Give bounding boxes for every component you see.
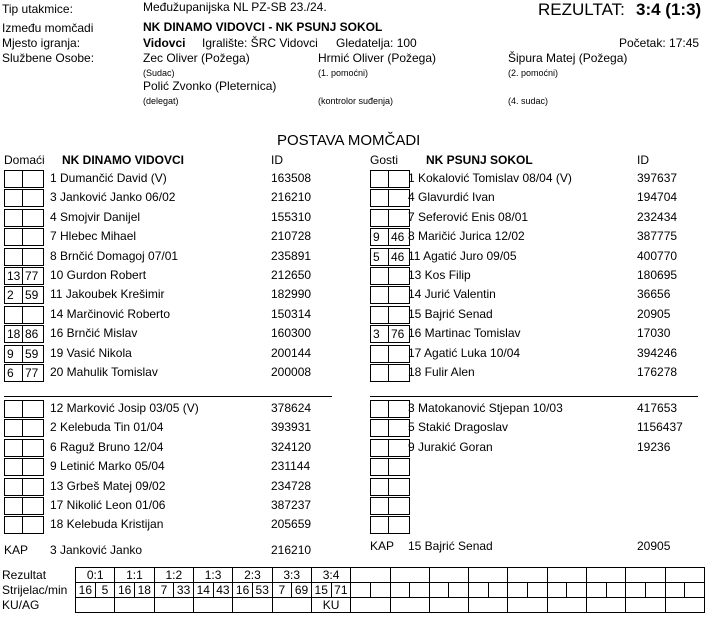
sub-minute-box — [23, 306, 44, 324]
score-cell — [665, 568, 704, 583]
scorer-cell: 16 — [76, 583, 96, 598]
sub-minute-box — [370, 364, 389, 382]
sub-minute-box — [4, 209, 23, 227]
player-name: 1 Kokalović Tomislav 08/04 (V) — [408, 171, 572, 185]
kuag-cell — [665, 598, 704, 613]
scorer-cell: 18 — [134, 583, 154, 598]
sub-minute-box — [4, 497, 23, 515]
scorer-cell — [370, 583, 390, 598]
player-id: 387237 — [271, 498, 312, 512]
kickoff-info: Početak: 17:45 — [619, 36, 700, 50]
scorer-cell — [547, 583, 567, 598]
score-cell — [351, 568, 390, 583]
away-captain-id: 20905 — [637, 539, 671, 553]
player-name: 8 Maričić Jurica 12/02 — [408, 229, 525, 244]
sub-minute-box — [370, 286, 389, 304]
teams-value: NK DINAMO VIDOVCI - NK PSUNJ SOKOL — [143, 20, 383, 34]
player-name: 2 Kelebuda Tin 01/04 — [50, 420, 164, 435]
scorer-row — [76, 583, 705, 598]
player-name: 20 Mahulik Tomislav — [50, 365, 158, 379]
sub-minute-box — [389, 516, 410, 534]
player-id: 163508 — [271, 171, 312, 185]
sub-minute-box — [389, 306, 410, 324]
scorer-cell — [410, 583, 430, 598]
scorer-cell: 15 — [311, 583, 331, 598]
teams-label: Između momčadi — [2, 21, 94, 35]
official-role: (2. pomoćni) — [508, 68, 559, 78]
score-cell: 1:1 — [115, 568, 154, 583]
scorer-cell — [429, 583, 449, 598]
sub-minute-box: 86 — [23, 325, 44, 343]
sub-minute-box — [23, 439, 44, 457]
player-id: 235891 — [271, 248, 312, 263]
score-row — [76, 568, 705, 583]
sub-minute-box: 5 — [370, 248, 389, 266]
scorer-cell: 71 — [331, 583, 351, 598]
sub-minute-box — [370, 458, 389, 476]
scorer-cell — [685, 583, 705, 598]
scorer-cell — [449, 583, 469, 598]
player-id: 231144 — [271, 459, 311, 474]
sub-minute-box — [4, 228, 23, 246]
sub-minute-box — [4, 478, 23, 496]
player-id: 150314 — [271, 306, 312, 321]
sub-minute-box — [370, 478, 389, 496]
sub-minute-box — [389, 209, 410, 227]
player-name: 7 Hlebec Mihael — [50, 229, 137, 244]
sub-minute-box — [4, 189, 23, 207]
home-id-header: ID — [271, 153, 283, 167]
kuag-cell: KU — [311, 598, 350, 613]
home-captain-label: KAP — [4, 543, 29, 557]
kuag-cell — [76, 598, 115, 613]
official-role: (kontrolor suđenja) — [318, 96, 394, 106]
officials-label: Službene Osobe: — [2, 51, 95, 65]
score-cell: 3:4 — [311, 568, 350, 583]
kuag-cell — [193, 598, 232, 613]
scorer-cell — [390, 583, 410, 598]
away-captain-label: KAP — [370, 539, 395, 553]
scoreline-result-label: Rezultat — [2, 568, 47, 582]
official-name: Šipura Matej (Požega) — [508, 51, 628, 65]
sub-minute-box — [23, 516, 44, 534]
kuag-cell — [233, 598, 272, 613]
result-label: REZULTAT: — [538, 0, 625, 19]
kuag-cell — [587, 598, 626, 613]
scorer-cell — [665, 583, 685, 598]
player-id: 378624 — [271, 401, 312, 415]
sub-minute-box — [370, 189, 389, 207]
player-name: 18 Kelebuda Kristijan — [50, 517, 164, 532]
kuag-cell — [390, 598, 429, 613]
player-id: 210728 — [271, 229, 312, 244]
sub-minute-box — [389, 419, 410, 437]
score-cell — [469, 568, 508, 583]
sub-minute-box: 59 — [23, 345, 44, 363]
player-id: 324120 — [271, 439, 312, 454]
scorer-cell: 7 — [154, 583, 174, 598]
player-id: 176278 — [637, 365, 678, 379]
sub-minute-box — [4, 516, 23, 534]
home-team-name: NK DINAMO VIDOVCI — [62, 153, 185, 167]
player-id: 180695 — [637, 268, 678, 282]
lineups-title: POSTAVA MOMČADI — [277, 132, 421, 149]
sub-minute-box — [23, 497, 44, 515]
sub-minute-box: 13 — [4, 267, 23, 285]
kuag-cell — [547, 598, 586, 613]
venue-label: Mjesto igranja: — [2, 36, 81, 50]
scorer-cell: 33 — [174, 583, 194, 598]
player-name: 16 Brnčić Mislav — [50, 326, 138, 341]
player-name: 4 Smojvir Danijel — [50, 209, 141, 224]
sub-minute-box — [23, 189, 44, 207]
sub-minute-box — [4, 248, 23, 266]
player-id: 1156437 — [637, 420, 683, 435]
scoreline-table — [75, 567, 705, 613]
player-name: 6 Raguž Bruno 12/04 — [50, 439, 164, 454]
score-cell — [547, 568, 586, 583]
scorer-cell — [646, 583, 666, 598]
kuag-cell — [115, 598, 154, 613]
score-cell — [429, 568, 468, 583]
sub-minute-box — [389, 497, 410, 515]
sub-minute-box: 2 — [4, 286, 23, 304]
away-id-header: ID — [637, 153, 649, 167]
sub-minute-box — [389, 170, 410, 188]
score-cell: 1:2 — [154, 568, 193, 583]
sub-minute-box — [389, 458, 410, 476]
sub-minute-box — [389, 286, 410, 304]
away-label: Gosti — [370, 153, 399, 167]
player-id: 400770 — [637, 248, 678, 263]
player-id: 20905 — [637, 306, 671, 321]
sub-minute-box — [4, 170, 23, 188]
official-name: Polić Zvonko (Pleternica) — [143, 79, 277, 93]
score-cell: 0:1 — [76, 568, 115, 583]
sub-minute-box: 59 — [23, 286, 44, 304]
sub-minute-box — [389, 189, 410, 207]
player-name: 17 Agatić Luka 10/04 — [408, 345, 521, 360]
sub-minute-box — [370, 439, 389, 457]
sub-minute-box — [370, 419, 389, 437]
player-name: 9 Letinić Marko 05/04 — [50, 459, 165, 474]
scorer-cell — [587, 583, 607, 598]
sub-minute-box — [23, 419, 44, 437]
scorer-cell — [488, 583, 508, 598]
scoreline-kuag-label: KU/AG — [2, 598, 40, 612]
player-name: 11 Jakoubek Krešimir — [50, 287, 165, 302]
sub-minute-box: 46 — [389, 248, 410, 266]
sub-minute-box: 9 — [370, 228, 389, 246]
scorer-cell — [351, 583, 371, 598]
sub-minute-box — [23, 400, 44, 418]
attendance-info: Gledatelja: 100 — [336, 36, 417, 50]
player-id: 17030 — [637, 326, 671, 341]
sub-minute-box — [4, 306, 23, 324]
player-name: 12 Marković Josip 03/05 (V) — [50, 401, 199, 415]
player-name: 16 Martinac Tomislav — [408, 326, 521, 341]
away-subs-divider — [370, 396, 698, 397]
official-role: (Sudac) — [143, 68, 175, 78]
sub-minute-box: 77 — [23, 267, 44, 285]
player-id: 234728 — [271, 478, 312, 493]
player-id: 182990 — [271, 287, 312, 302]
sub-minute-box — [370, 306, 389, 324]
scorer-cell — [567, 583, 587, 598]
sub-minute-box — [4, 419, 23, 437]
player-name: 13 Kos Filip — [408, 268, 471, 282]
home-captain-id: 216210 — [271, 543, 312, 557]
scorer-cell — [508, 583, 528, 598]
player-id: 394246 — [637, 345, 678, 360]
kuag-row — [76, 598, 705, 613]
player-name: 13 Grbeš Matej 09/02 — [50, 478, 166, 493]
scorer-cell: 43 — [213, 583, 233, 598]
player-name: 9 Jurakić Goran — [408, 439, 493, 454]
match-type-label: Tip utakmice: — [2, 2, 73, 16]
sub-minute-box — [370, 170, 389, 188]
player-name: 14 Jurić Valentin — [408, 287, 496, 302]
scorer-cell: 5 — [95, 583, 115, 598]
kuag-cell — [429, 598, 468, 613]
official-role: (delegat) — [143, 96, 179, 106]
scoreline-scorer-label: Strijelac/min — [2, 583, 68, 597]
sub-minute-box — [370, 400, 389, 418]
away-captain-player: 15 Bajrić Senad — [408, 539, 493, 553]
sub-minute-box: 46 — [389, 228, 410, 246]
sub-minute-box: 77 — [23, 364, 44, 382]
player-id: 397637 — [637, 171, 678, 185]
home-subs-divider — [4, 396, 332, 397]
home-label: Domaći — [4, 153, 45, 167]
sub-minute-box: 76 — [389, 325, 410, 343]
scorer-cell — [626, 583, 646, 598]
sub-minute-box — [389, 478, 410, 496]
sub-minute-box: 3 — [370, 325, 389, 343]
sub-minute-box — [23, 458, 44, 476]
scorer-cell — [528, 583, 548, 598]
sub-minute-box: 9 — [4, 345, 23, 363]
player-name: 18 Fulir Alen — [408, 365, 475, 379]
player-id: 387775 — [637, 229, 678, 244]
sub-minute-box — [389, 345, 410, 363]
player-id: 36656 — [637, 287, 671, 302]
sub-minute-box — [23, 478, 44, 496]
player-id: 212650 — [271, 268, 312, 282]
official-name: Zec Oliver (Požega) — [143, 51, 250, 65]
player-id: 200144 — [271, 345, 312, 360]
score-cell: 2:3 — [233, 568, 272, 583]
home-captain-player: 3 Janković Janko — [50, 543, 143, 557]
player-name: 3 Janković Janko 06/02 — [50, 190, 176, 205]
sub-minute-box — [389, 439, 410, 457]
sub-minute-box — [23, 228, 44, 246]
result-value: 3:4 (1:3) — [636, 0, 702, 19]
scorer-cell — [606, 583, 626, 598]
sub-minute-box — [370, 516, 389, 534]
scorer-cell: 14 — [193, 583, 213, 598]
player-name: 14 Marčinović Roberto — [50, 306, 171, 321]
sub-minute-box — [370, 267, 389, 285]
player-name: 7 Seferović Enis 08/01 — [408, 209, 529, 224]
player-id: 19236 — [637, 439, 671, 454]
player-id: 393931 — [271, 420, 312, 435]
player-name: 4 Glavurdić Ivan — [408, 190, 495, 205]
player-name: 5 Stakić Dragoslav — [408, 420, 509, 435]
player-id: 232434 — [637, 209, 678, 224]
player-id: 155310 — [271, 209, 312, 224]
official-name: Hrmić Oliver (Požega) — [318, 51, 437, 65]
stadium-info: Igralište: ŠRC Vidovci — [202, 36, 318, 50]
scorer-cell: 53 — [252, 583, 272, 598]
sub-minute-box — [4, 439, 23, 457]
player-id: 194704 — [637, 190, 678, 205]
kuag-cell — [272, 598, 311, 613]
player-id: 205659 — [271, 517, 312, 532]
player-id: 200008 — [271, 365, 312, 379]
player-name: 1 Dumančić David (V) — [50, 171, 167, 185]
sub-minute-box — [370, 345, 389, 363]
sub-minute-box — [370, 209, 389, 227]
player-id: 216210 — [271, 190, 312, 205]
sub-minute-box — [389, 364, 410, 382]
scorer-cell: 7 — [272, 583, 292, 598]
kuag-cell — [351, 598, 390, 613]
official-role: (1. pomoćni) — [318, 68, 369, 78]
sub-minute-box — [4, 400, 23, 418]
player-name: 3 Matokanović Stjepan 10/03 — [408, 401, 563, 415]
scorer-cell: 69 — [292, 583, 312, 598]
official-role: (4. sudac) — [508, 96, 549, 106]
kuag-cell — [626, 598, 665, 613]
sub-minute-box — [23, 209, 44, 227]
sub-minute-box — [4, 458, 23, 476]
scorer-cell: 16 — [233, 583, 253, 598]
sub-minute-box — [23, 170, 44, 188]
score-cell — [390, 568, 429, 583]
score-cell: 1:3 — [193, 568, 232, 583]
match-type-value: Međužupanijska NL PZ-SB 23./24. — [143, 0, 327, 14]
player-name: 8 Brnčić Domagoj 07/01 — [50, 248, 179, 263]
player-id: 417653 — [637, 401, 678, 415]
sub-minute-box — [389, 400, 410, 418]
player-name: 10 Gurdon Robert — [50, 268, 147, 282]
sub-minute-box: 6 — [4, 364, 23, 382]
sub-minute-box: 18 — [4, 325, 23, 343]
scorer-cell — [469, 583, 489, 598]
score-cell — [587, 568, 626, 583]
player-id: 160300 — [271, 326, 312, 341]
score-cell — [508, 568, 547, 583]
player-name: 11 Agatić Juro 09/05 — [408, 248, 517, 263]
player-name: 19 Vasić Nikola — [50, 345, 132, 360]
score-cell — [626, 568, 665, 583]
sub-minute-box — [370, 497, 389, 515]
sub-minute-box — [389, 267, 410, 285]
sub-minute-box — [23, 248, 44, 266]
player-name: 17 Nikolić Leon 01/06 — [50, 498, 166, 512]
away-team-name: NK PSUNJ SOKOL — [426, 153, 533, 167]
scorer-cell: 16 — [115, 583, 135, 598]
score-cell: 3:3 — [272, 568, 311, 583]
kuag-cell — [508, 598, 547, 613]
kuag-cell — [154, 598, 193, 613]
kuag-cell — [469, 598, 508, 613]
player-name: 15 Bajrić Senad — [408, 306, 493, 321]
venue-value: Vidovci — [143, 36, 186, 50]
